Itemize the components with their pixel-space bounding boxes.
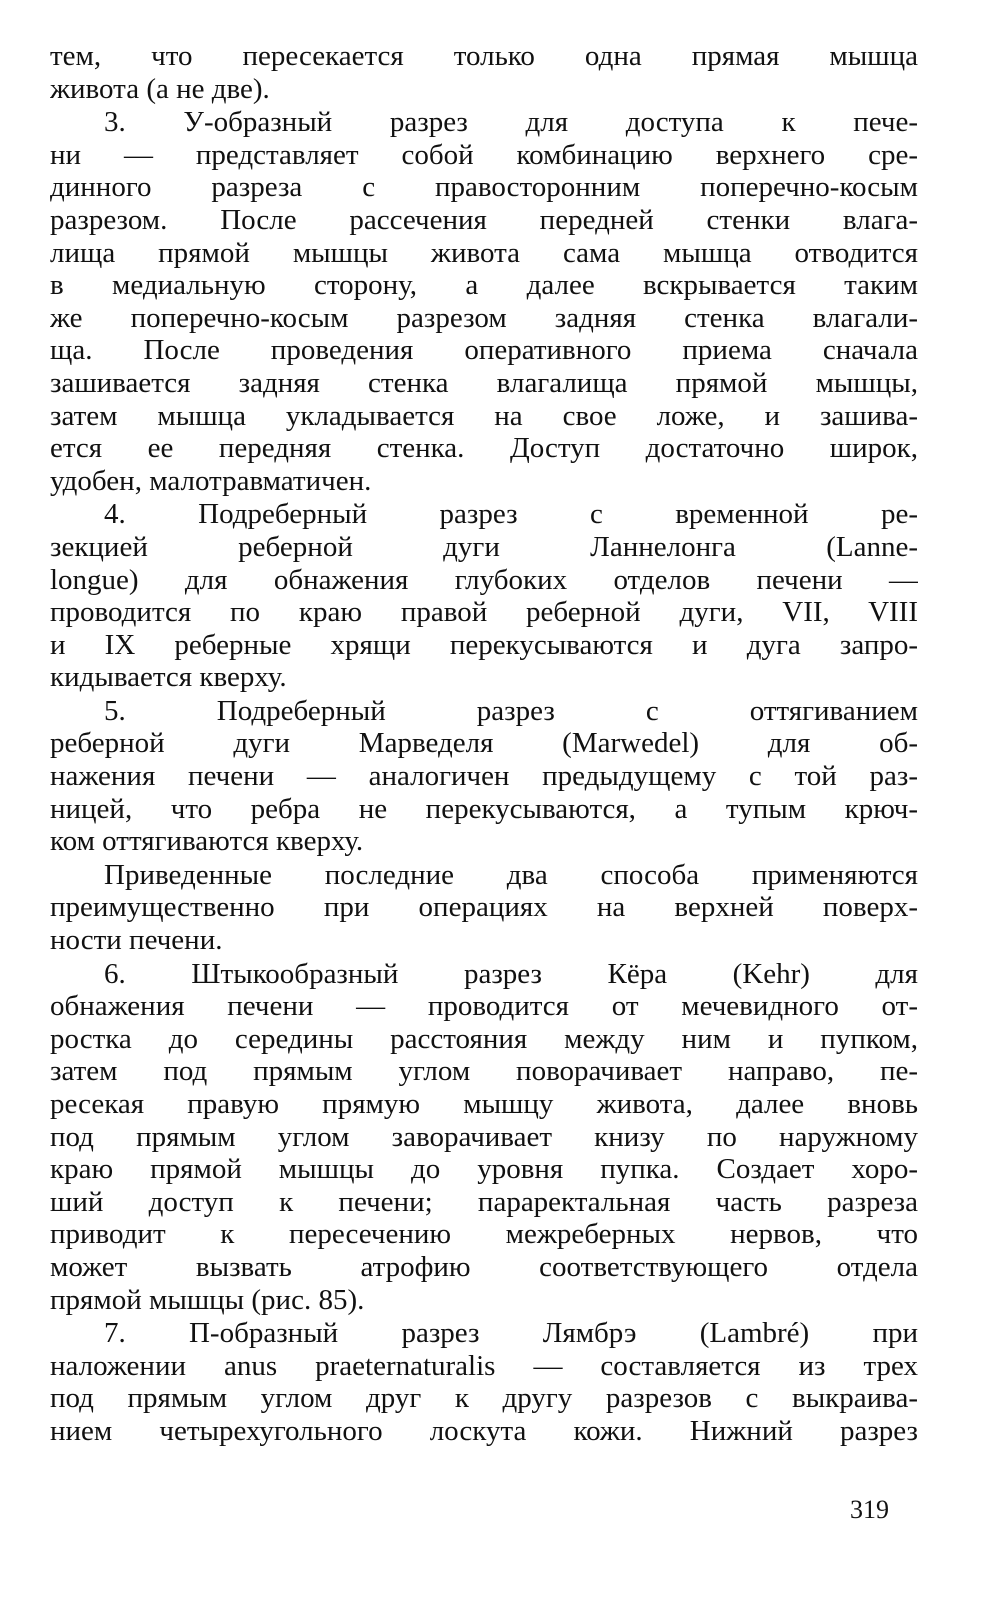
text-line: наложении anus praeternaturalis — составляется из трех <box>50 1349 918 1382</box>
text-line: ницей, что ребра не перекусываются, а тупым крюч- <box>50 792 918 825</box>
text-line: преимущественно при операциях на верхней поверх- <box>50 891 918 924</box>
text-line: приводит к пересечению межреберных нервов, что <box>50 1218 918 1251</box>
text-line: ком оттягиваются кверху. <box>50 825 364 858</box>
text-line: 3. У-образный разрез для доступа к пече- <box>104 106 918 139</box>
text-line: под прямым углом заворачивает книзу по наружному <box>50 1120 918 1153</box>
text-line: 4. Подреберный разрез с временной ре- <box>104 498 918 531</box>
text-line: ресекая правую прямую мышцу живота, далее вновь <box>50 1088 918 1120</box>
text-line: тем, что пересекается только одна прямая мышца <box>50 40 918 72</box>
text-line: нажения печени — аналогичен предыдущему с той раз- <box>50 760 918 793</box>
page-number: 319 <box>850 1495 889 1524</box>
text-line: ности печени. <box>50 924 223 957</box>
text-line: ща. После проведения оперативного приема сначала <box>50 334 918 367</box>
text-line: кидывается кверху. <box>50 661 287 694</box>
page-text <box>50 40 918 1449</box>
text-line: затем под прямым углом поворачивает направо, пе- <box>50 1055 918 1088</box>
text-line: и IX реберные хрящи перекусываются и дуга запро- <box>50 628 918 661</box>
text-line: удобен, малотравматичен. <box>50 464 372 497</box>
text-line: в медиальную сторону, а далее вскрывается таким <box>50 269 918 302</box>
text-line: реберной дуги Марведеля (Marwedel) для об- <box>50 727 918 760</box>
paragraph <box>50 106 918 497</box>
text-line: же поперечно-косым разрезом задняя стенка влагали- <box>50 301 918 334</box>
paragraph <box>50 859 918 957</box>
text-line: лища прямой мышцы живота сама мышца отводится <box>50 236 918 269</box>
text-line: проводится по краю правой реберной дуги, VII, VIII <box>50 596 918 629</box>
paragraph <box>50 1317 918 1447</box>
text-line: нием четырехугольного лоскута кожи. Нижний разрез <box>50 1414 918 1447</box>
paragraph <box>50 958 918 1317</box>
text-line: живота (а не две). <box>50 72 270 105</box>
text-line: 5. Подреберный разрез с оттягиванием <box>104 694 918 727</box>
text-line: краю прямой мышцы до уровня пупка. Создает хоро- <box>50 1153 918 1186</box>
text-line: ни — представляет собой комбинацию верхнего сре- <box>50 138 918 171</box>
text-line: может вызвать атрофию соответствующего отдела <box>50 1250 918 1283</box>
text-line: зекцией реберной дуги Ланнелонга (Lanne- <box>50 530 918 563</box>
text-line: прямой мышцы (рис. 85). <box>50 1283 365 1316</box>
paragraph <box>50 695 918 858</box>
text-line: затем мышца укладывается на свое ложе, и зашива- <box>50 399 918 432</box>
text-line: longue) для обнажения глубоких отделов печени — <box>50 563 918 596</box>
paragraph <box>50 498 918 694</box>
text-line: Приведенные последние два способа применяются <box>104 858 918 891</box>
text-line: ший доступ к печени; параректальная часть разреза <box>50 1185 918 1218</box>
text-line: под прямым углом друг к другу разрезов с выкраива- <box>50 1382 918 1415</box>
paragraph <box>50 40 918 105</box>
text-line: динного разреза с правосторонним поперечно-косым <box>50 171 918 204</box>
text-line: 7. П-образный разрез Лямбрэ (Lambré) при <box>104 1317 918 1350</box>
text-line: зашивается задняя стенка влагалища прямой мышцы, <box>50 366 918 399</box>
text-line: обнажения печени — проводится от мечевидного от- <box>50 990 918 1023</box>
text-line: ется ее передняя стенка. Доступ достаточно широк, <box>50 432 918 465</box>
text-line: ростка до середины расстояния между ним и пупком, <box>50 1022 918 1055</box>
text-line: разрезом. После рассечения передней стенки влага- <box>50 203 918 236</box>
text-line: 6. Штыкообразный разрез Кёра (Kehr) для <box>104 957 918 990</box>
